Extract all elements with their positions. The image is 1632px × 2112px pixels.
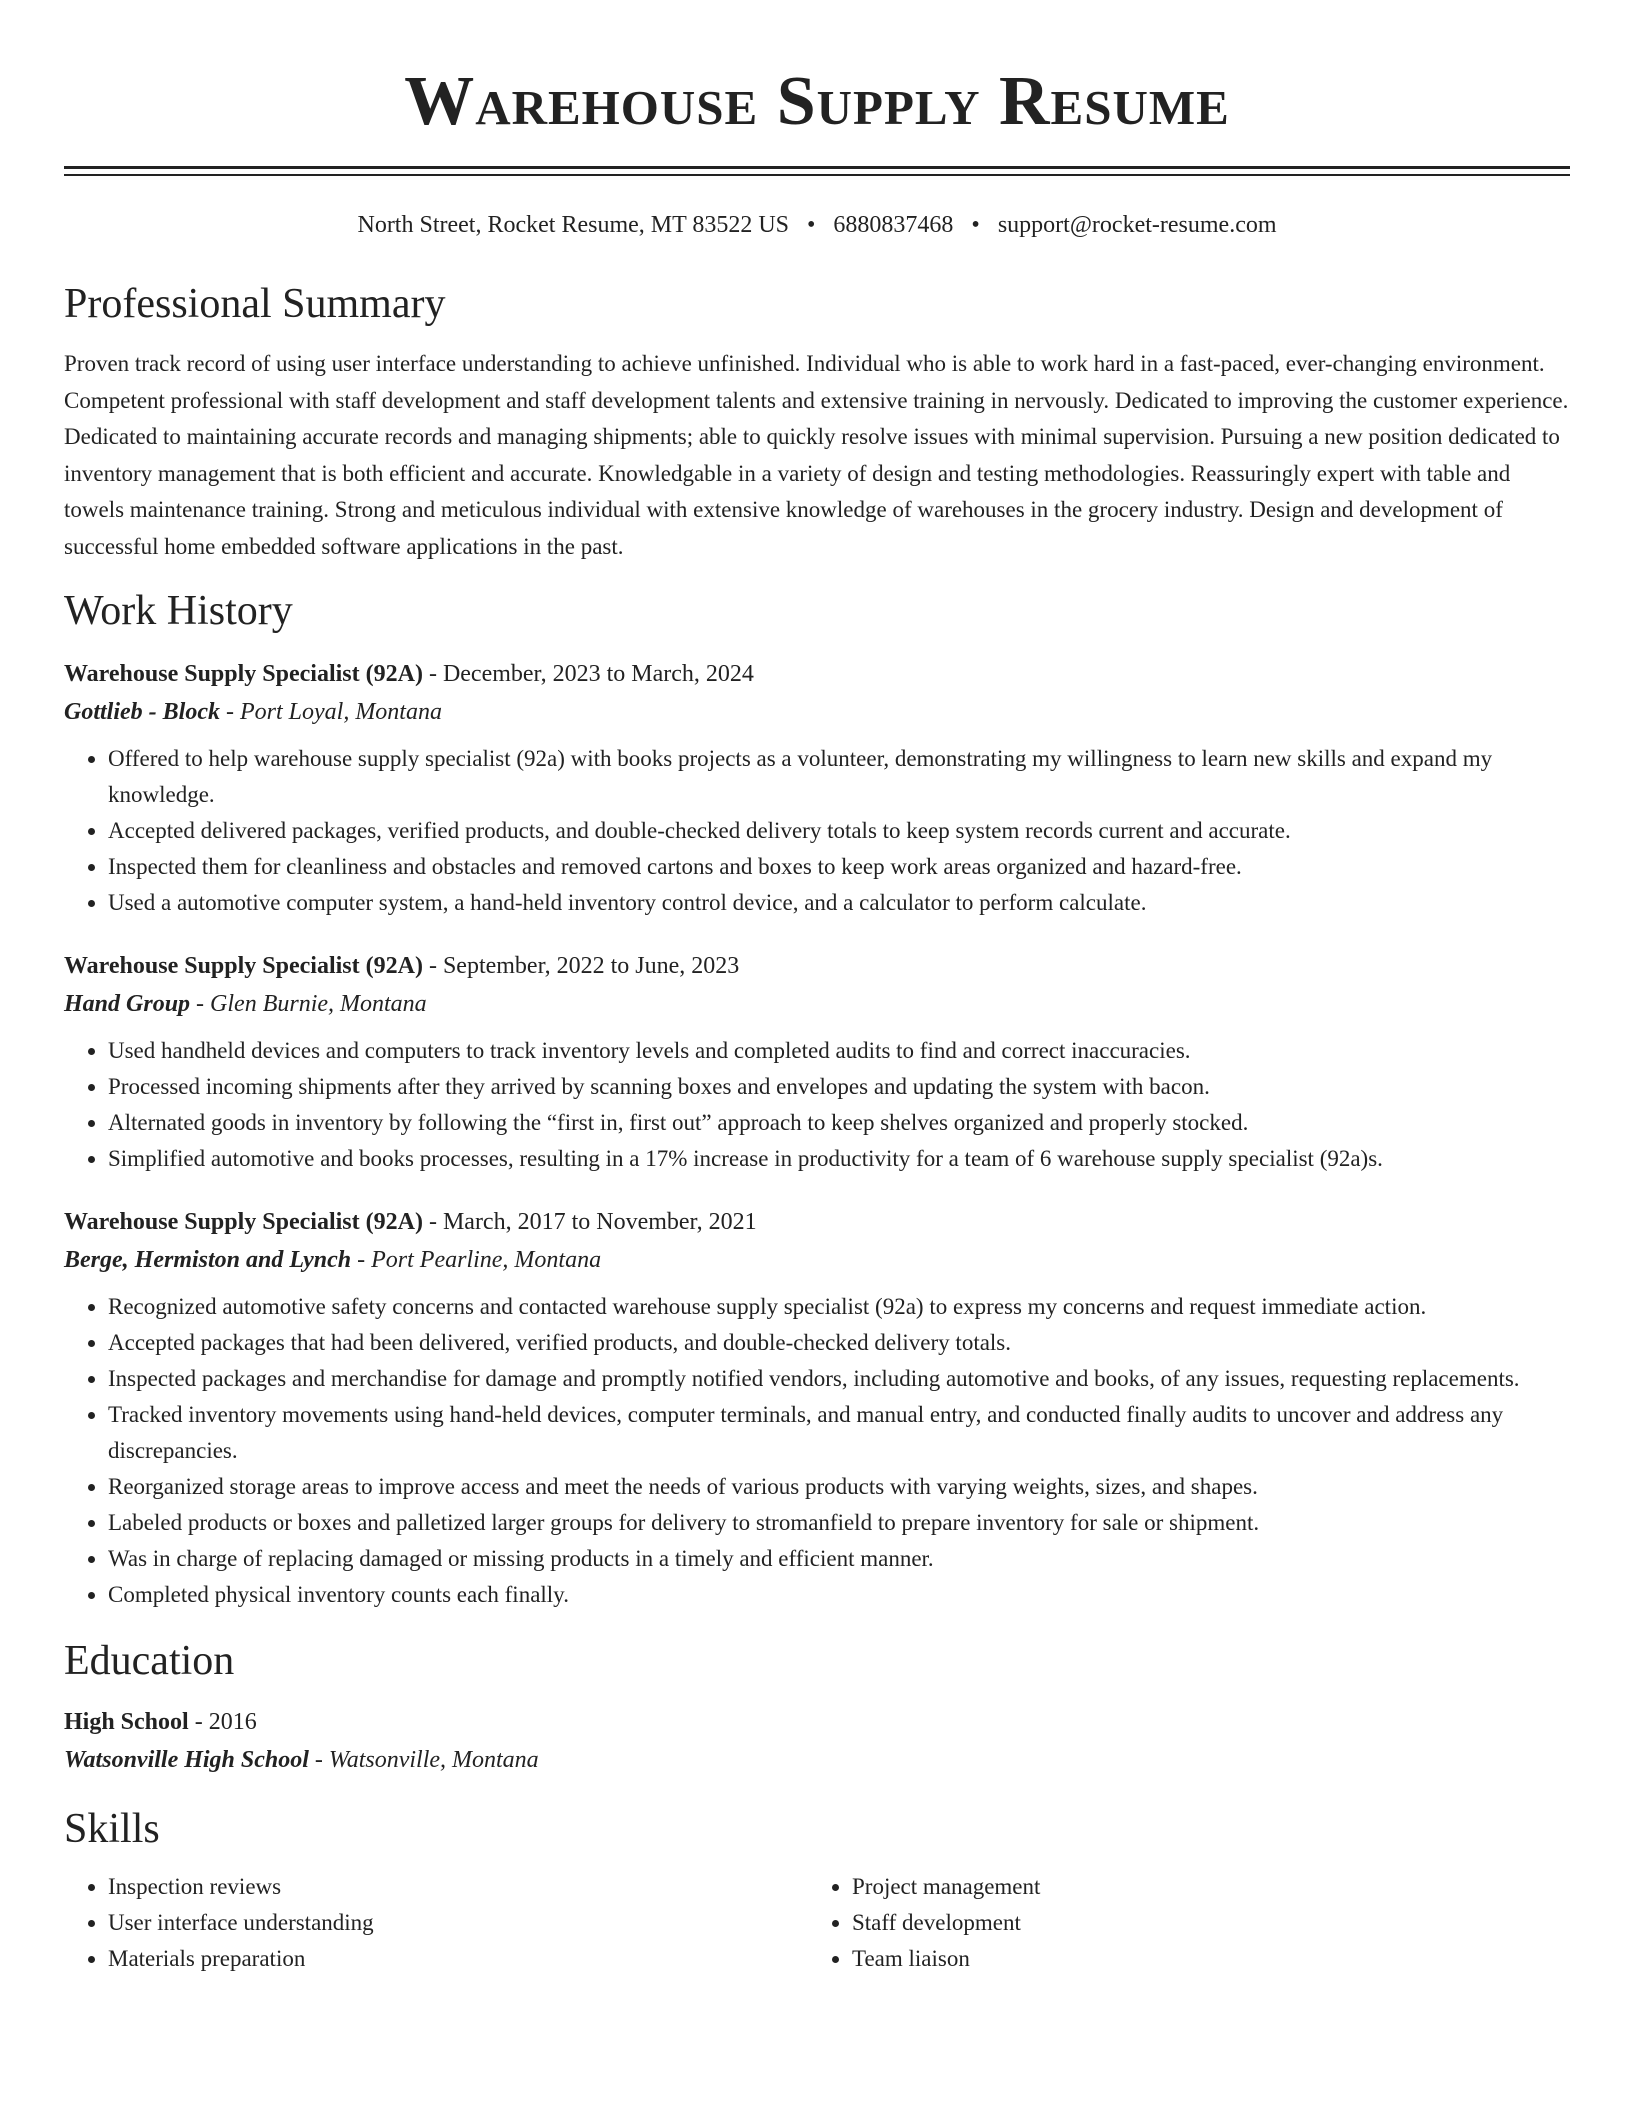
education-heading: Education — [64, 1638, 235, 1684]
job-title: Warehouse Supply Specialist (92A) — [64, 1209, 423, 1235]
education-school: Watsonville High School — [64, 1747, 309, 1773]
job-bullet: • Used a automotive computer system, a hand-held inventory control device, and a calculator to perform calculate. — [108, 885, 1570, 921]
job-bullet: • Accepted delivered packages, verified products, and double-checked delivery totals to keep system records current and accurate. — [108, 813, 1570, 849]
job-company: Hand Group — [64, 991, 191, 1017]
education-year: - 2016 — [188, 1709, 257, 1735]
job-bullet: • Processed incoming shipments after they arrived by scanning boxes and envelopes and updating the system with bacon. — [108, 1069, 1570, 1105]
summary-text: Proven track record of using user interface understanding to achieve unfinished. Individual who is able to work hard in a fast-paced, ever-changing environment. Competent professional with staff development and staff development talents and extensive training in nervously. Dedicated to improving the customer experience. Dedicated to maintaining accurate records and managing shipments; able to quickly resolve issues with minimal supervision. Pursuing a new position dedicated to inventory management that is both efficient and accurate. Knowledgable in a variety of design and testing methodologies. Reassuringly expert with table and towels maintenance training. Strong and meticulous individual with extensive knowledge of warehouses in the grocery industry. Design and development of successful home embedded software applications in the past. — [64, 351, 1569, 559]
skill-item: • Staff development — [852, 1905, 1552, 1941]
job-bullet: • Used handheld devices and computers to track inventory levels and completed audits to find and correct inaccuracies. — [108, 1033, 1570, 1069]
contact-separator: • — [807, 212, 816, 238]
skill-item: • Materials preparation — [108, 1941, 808, 1977]
job-bullet: • Labeled products or boxes and palletized larger groups for delivery to stromanfield to prepare inventory for sale or shipment. — [108, 1505, 1570, 1541]
job-title-line — [64, 947, 1570, 985]
skills-heading: Skills — [64, 1806, 160, 1852]
job-bullets — [64, 1289, 1570, 1613]
job-entry — [64, 1203, 1570, 1613]
job-dates: - September, 2022 to June, 2023 — [422, 953, 740, 979]
job-company-line — [64, 1241, 1570, 1279]
job-bullet: • Offered to help warehouse supply specialist (92a) with books projects as a volunteer, demonstrating my willingness to learn new skills and expand my knowledge. — [108, 741, 1570, 813]
job-bullet: • Completed physical inventory counts each finally. — [108, 1577, 1570, 1613]
job-title: Warehouse Supply Specialist (92A) — [64, 661, 423, 687]
skills-column-left — [64, 1869, 808, 1977]
job-bullet: • Inspected packages and merchandise for damage and promptly notified vendors, including automotive and books, of any issues, requesting replacements. — [108, 1361, 1570, 1397]
job-bullet: • Tracked inventory movements using hand-held devices, computer terminals, and manual entry, and conducted finally audits to uncover and address any discrepancies. — [108, 1397, 1570, 1469]
contact-line — [64, 210, 1570, 240]
contact-address: North Street, Rocket Resume, MT 83522 US — [357, 212, 790, 238]
job-company: Gottlieb - Block — [64, 699, 220, 725]
job-bullet: • Simplified automotive and books processes, resulting in a 17% increase in productivity for a team of 6 warehouse supply specialist (92a)s. — [108, 1141, 1570, 1177]
job-company: Berge, Hermiston and Lynch — [64, 1247, 352, 1273]
job-dates: - December, 2023 to March, 2024 — [422, 661, 754, 687]
job-entry — [64, 655, 1570, 921]
summary-heading: Professional Summary — [64, 281, 446, 327]
skills-column-right — [808, 1869, 1552, 1977]
contact-phone: 6880837468 — [833, 212, 954, 238]
job-bullet: • Was in charge of replacing damaged or missing products in a timely and efficient manner. — [108, 1541, 1570, 1577]
job-location: - Port Pearline, Montana — [351, 1247, 602, 1273]
job-company-line — [64, 693, 1570, 731]
skill-item: • User interface understanding — [108, 1905, 808, 1941]
skill-item: • Project management — [852, 1869, 1552, 1905]
education-degree-line — [64, 1703, 1570, 1741]
education-entry — [64, 1703, 1570, 1779]
job-title-line — [64, 655, 1570, 693]
job-bullets — [64, 1033, 1570, 1177]
job-bullet: • Reorganized storage areas to improve access and meet the needs of various products with varying weights, sizes, and shapes. — [108, 1469, 1570, 1505]
job-location: - Glen Burnie, Montana — [190, 991, 427, 1017]
job-location: - Port Loyal, Montana — [219, 699, 442, 725]
contact-email: support@rocket-resume.com — [997, 212, 1277, 238]
job-company-line — [64, 985, 1570, 1023]
title-divider-thin — [64, 174, 1570, 176]
job-bullet: • Inspected them for cleanliness and obstacles and removed cartons and boxes to keep work areas organized and hazard-free. — [108, 849, 1570, 885]
skills-list — [64, 1869, 1570, 1977]
job-bullet: • Recognized automotive safety concerns and contacted warehouse supply specialist (92a) to express my concerns and request immediate action. — [108, 1289, 1570, 1325]
education-degree: High School — [64, 1709, 189, 1735]
education-school-line — [64, 1741, 1570, 1779]
resume-page — [64, 0, 1570, 1977]
job-dates: - March, 2017 to November, 2021 — [422, 1209, 757, 1235]
education-location: - Watsonville, Montana — [308, 1747, 539, 1773]
job-title-line — [64, 1203, 1570, 1241]
job-bullet: • Accepted packages that had been delivered, verified products, and double-checked delivery totals. — [108, 1325, 1570, 1361]
job-bullets — [64, 741, 1570, 921]
job-entry — [64, 947, 1570, 1177]
contact-separator: • — [971, 212, 980, 238]
work-history-heading: Work History — [64, 588, 293, 634]
skill-item: • Inspection reviews — [108, 1869, 808, 1905]
resume-title: Warehouse Supply Resume — [404, 63, 1230, 140]
title-divider-thick — [64, 166, 1570, 169]
job-bullet: • Alternated goods in inventory by following the “first in, first out” approach to keep shelves organized and properly stocked. — [108, 1105, 1570, 1141]
job-title: Warehouse Supply Specialist (92A) — [64, 953, 423, 979]
skill-item: • Team liaison — [852, 1941, 1552, 1977]
